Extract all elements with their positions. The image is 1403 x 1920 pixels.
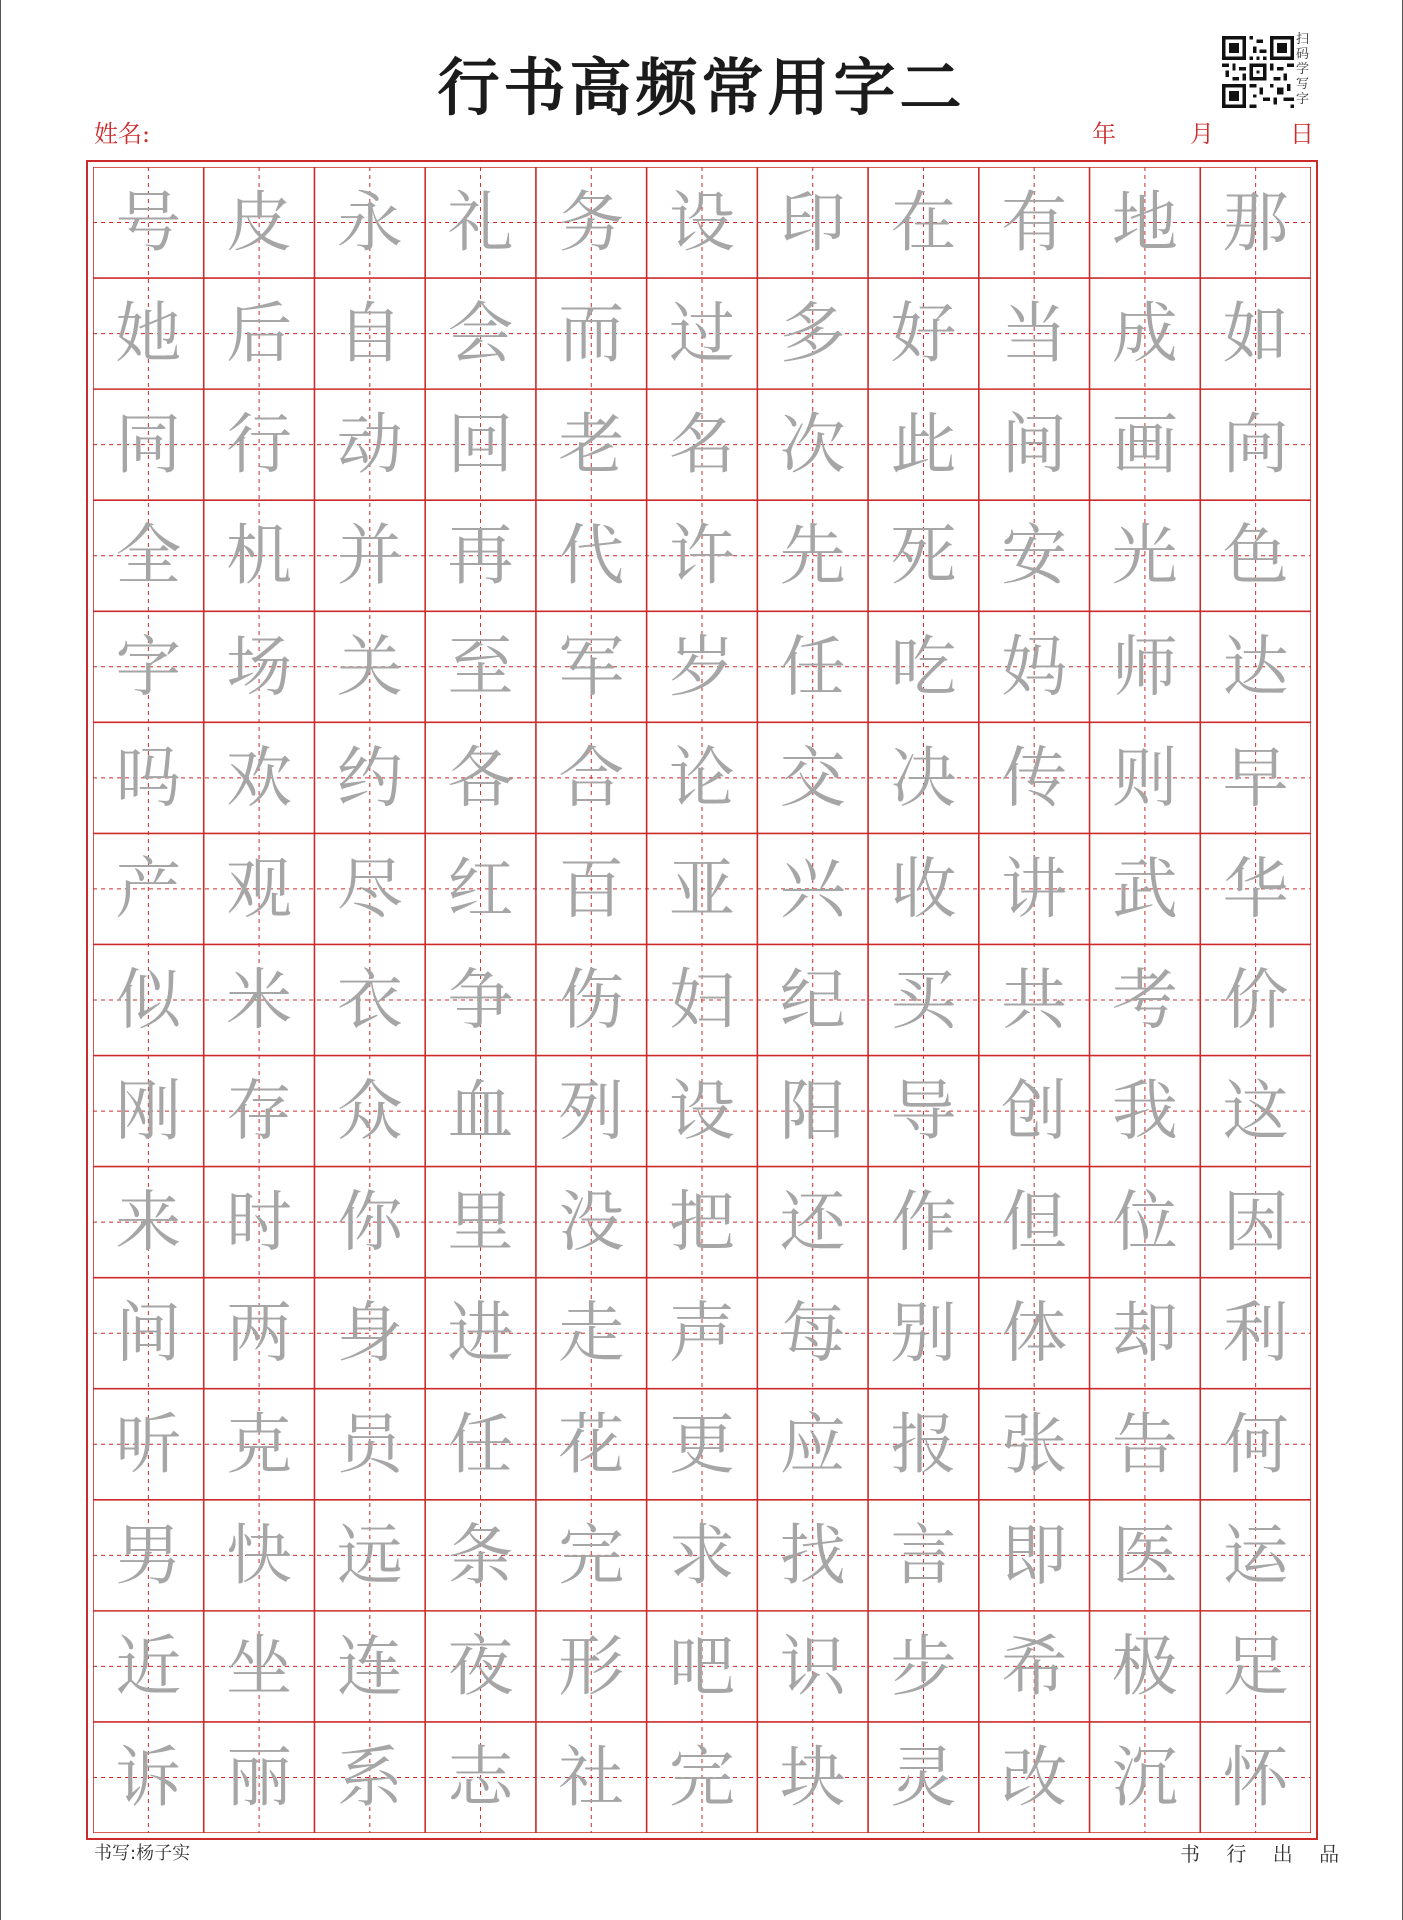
practice-character: 师 <box>1111 628 1178 706</box>
practice-character: 员 <box>336 1405 403 1483</box>
practice-character: 产 <box>115 850 182 928</box>
practice-character: 礼 <box>447 184 514 262</box>
practice-character: 当 <box>1001 295 1068 373</box>
practice-character: 伤 <box>558 961 625 1039</box>
practice-character: 地 <box>1111 184 1178 262</box>
practice-character: 走 <box>558 1294 625 1372</box>
practice-character: 军 <box>558 628 625 706</box>
practice-character: 吧 <box>669 1627 735 1705</box>
practice-character: 讲 <box>1001 850 1068 928</box>
practice-character: 观 <box>226 850 293 928</box>
practice-character: 形 <box>558 1627 625 1705</box>
practice-character: 关 <box>336 628 403 706</box>
practice-character: 同 <box>115 406 182 484</box>
practice-character: 告 <box>1111 1405 1178 1483</box>
practice-character: 识 <box>779 1627 846 1705</box>
practice-character: 丽 <box>226 1738 293 1816</box>
practice-character: 衣 <box>336 961 403 1039</box>
practice-character: 间 <box>1001 406 1068 484</box>
practice-character: 岁 <box>669 628 735 706</box>
practice-character: 向 <box>1222 406 1289 484</box>
practice-character: 传 <box>1001 739 1068 817</box>
practice-character: 还 <box>779 1183 846 1261</box>
practice-character: 改 <box>1001 1738 1068 1816</box>
qr-code-icon <box>1222 36 1294 108</box>
practice-character: 任 <box>779 628 846 706</box>
practice-character: 全 <box>115 517 182 595</box>
practice-character: 时 <box>226 1183 293 1261</box>
date-month-label: 月 <box>1190 120 1214 148</box>
practice-character: 把 <box>669 1183 735 1261</box>
practice-character: 存 <box>226 1072 293 1150</box>
publisher-credit: 书 行 出 品 <box>1180 1842 1350 1866</box>
practice-character: 则 <box>1111 739 1178 817</box>
practice-character: 极 <box>1111 1627 1178 1705</box>
practice-character: 再 <box>447 517 514 595</box>
practice-character: 名 <box>669 406 735 484</box>
practice-character: 自 <box>336 295 403 373</box>
date-year-label: 年 <box>1092 120 1116 148</box>
practice-character: 至 <box>447 628 514 706</box>
practice-character: 位 <box>1111 1183 1178 1261</box>
practice-character: 论 <box>669 739 735 817</box>
practice-character: 回 <box>447 406 514 484</box>
practice-character: 印 <box>779 184 846 262</box>
practice-character: 社 <box>558 1738 625 1816</box>
practice-character: 步 <box>890 1627 957 1705</box>
practice-character: 武 <box>1111 850 1178 928</box>
practice-character: 作 <box>890 1183 957 1261</box>
practice-character: 在 <box>890 184 957 262</box>
practice-character: 似 <box>115 961 182 1039</box>
practice-character: 言 <box>890 1516 957 1594</box>
practice-character: 志 <box>447 1738 514 1816</box>
practice-character: 你 <box>336 1183 403 1261</box>
practice-character: 男 <box>115 1516 182 1594</box>
practice-character: 里 <box>447 1183 514 1261</box>
practice-character: 交 <box>779 739 846 817</box>
practice-character: 列 <box>558 1072 625 1150</box>
practice-character: 身 <box>336 1294 403 1372</box>
practice-character: 好 <box>890 295 957 373</box>
practice-character: 怀 <box>1222 1738 1289 1816</box>
practice-character: 决 <box>890 739 957 817</box>
practice-character: 号 <box>115 184 182 262</box>
practice-character: 众 <box>336 1072 403 1150</box>
practice-character: 皮 <box>226 184 293 262</box>
author-credit: 书写:杨子实 <box>94 1843 191 1864</box>
practice-grid <box>93 167 1311 1833</box>
practice-character: 远 <box>336 1516 403 1594</box>
practice-character: 后 <box>226 295 293 373</box>
practice-character: 有 <box>1001 184 1068 262</box>
practice-character: 色 <box>1222 517 1289 595</box>
practice-character: 买 <box>890 961 957 1039</box>
practice-character: 各 <box>447 739 514 817</box>
practice-character: 画 <box>1111 406 1178 484</box>
practice-character: 听 <box>115 1405 182 1483</box>
practice-character: 求 <box>669 1516 735 1594</box>
practice-character: 达 <box>1222 628 1289 706</box>
practice-character: 价 <box>1222 961 1289 1039</box>
practice-character: 合 <box>558 739 625 817</box>
practice-character: 体 <box>1001 1294 1068 1372</box>
practice-character: 每 <box>779 1294 846 1372</box>
practice-character: 收 <box>890 850 957 928</box>
practice-character: 字 <box>115 628 182 706</box>
practice-character: 如 <box>1222 295 1289 373</box>
practice-character: 永 <box>336 184 403 262</box>
practice-character: 代 <box>558 517 625 595</box>
practice-character: 连 <box>336 1627 403 1705</box>
practice-character: 利 <box>1222 1294 1289 1372</box>
practice-character: 亚 <box>669 850 735 928</box>
practice-character: 约 <box>336 739 403 817</box>
practice-character: 此 <box>890 406 957 484</box>
practice-character: 吃 <box>890 628 957 706</box>
practice-character: 红 <box>447 850 514 928</box>
practice-character: 纪 <box>779 961 846 1039</box>
practice-character: 先 <box>779 517 846 595</box>
practice-character: 但 <box>1001 1183 1068 1261</box>
page-title: 行书高频常用字二 <box>437 51 966 124</box>
practice-character: 欢 <box>226 739 293 817</box>
date-day-label: 日 <box>1290 120 1314 148</box>
practice-character: 行 <box>226 406 293 484</box>
practice-character: 没 <box>558 1183 625 1261</box>
practice-character: 死 <box>890 517 957 595</box>
practice-character: 她 <box>115 295 182 373</box>
practice-character: 百 <box>558 850 625 928</box>
practice-character: 创 <box>1001 1072 1068 1150</box>
practice-character: 阳 <box>779 1072 846 1150</box>
practice-character: 华 <box>1222 850 1289 928</box>
practice-character: 完 <box>669 1738 735 1816</box>
practice-character: 系 <box>336 1738 403 1816</box>
practice-character: 报 <box>890 1405 957 1483</box>
practice-character: 间 <box>115 1294 182 1372</box>
practice-character: 老 <box>558 406 625 484</box>
practice-character: 条 <box>447 1516 514 1594</box>
practice-character: 花 <box>558 1405 625 1483</box>
practice-character: 克 <box>226 1405 293 1483</box>
practice-character: 争 <box>447 961 514 1039</box>
practice-character: 设 <box>669 1072 735 1150</box>
practice-character: 考 <box>1111 961 1178 1039</box>
practice-character: 应 <box>779 1405 846 1483</box>
practice-character: 妇 <box>669 961 735 1039</box>
practice-character: 吗 <box>115 739 182 817</box>
practice-character: 过 <box>669 295 735 373</box>
practice-character: 夜 <box>447 1627 514 1705</box>
practice-character: 共 <box>1001 961 1068 1039</box>
practice-character: 血 <box>447 1072 514 1150</box>
practice-character: 沉 <box>1111 1738 1178 1816</box>
practice-character: 成 <box>1111 295 1178 373</box>
practice-character: 动 <box>336 406 403 484</box>
practice-character: 声 <box>669 1294 735 1372</box>
practice-character: 我 <box>1111 1072 1178 1150</box>
practice-character: 那 <box>1222 184 1289 262</box>
practice-character: 何 <box>1222 1405 1289 1483</box>
practice-character: 张 <box>1001 1405 1068 1483</box>
practice-character: 足 <box>1222 1627 1289 1705</box>
practice-character: 许 <box>669 517 735 595</box>
practice-character: 务 <box>558 184 625 262</box>
practice-character: 灵 <box>890 1738 957 1816</box>
name-field-label: 姓名: <box>94 120 151 148</box>
practice-character: 进 <box>447 1294 514 1372</box>
practice-character: 这 <box>1222 1072 1289 1150</box>
qr-caption: 扫码学写字 <box>1296 32 1310 107</box>
practice-character: 妈 <box>1001 628 1068 706</box>
practice-character: 块 <box>779 1738 846 1816</box>
practice-character: 任 <box>447 1405 514 1483</box>
practice-character: 兴 <box>779 850 846 928</box>
practice-character: 快 <box>226 1516 293 1594</box>
practice-character: 更 <box>669 1405 735 1483</box>
practice-character: 会 <box>447 295 514 373</box>
practice-character: 刚 <box>115 1072 182 1150</box>
practice-character: 两 <box>226 1294 293 1372</box>
practice-character: 场 <box>226 628 293 706</box>
practice-character: 安 <box>1001 517 1068 595</box>
practice-character: 多 <box>779 295 846 373</box>
practice-character: 运 <box>1222 1516 1289 1594</box>
practice-character: 医 <box>1111 1516 1178 1594</box>
practice-character: 因 <box>1222 1183 1289 1261</box>
practice-character: 别 <box>890 1294 957 1372</box>
practice-character: 米 <box>226 961 293 1039</box>
practice-character: 并 <box>336 517 403 595</box>
practice-character: 却 <box>1111 1294 1178 1372</box>
practice-character: 近 <box>115 1627 182 1705</box>
practice-character: 坐 <box>226 1627 293 1705</box>
practice-character: 早 <box>1222 739 1289 817</box>
practice-character: 希 <box>1001 1627 1068 1705</box>
practice-character: 导 <box>890 1072 957 1150</box>
practice-character: 即 <box>1001 1516 1068 1594</box>
practice-character: 次 <box>779 406 846 484</box>
practice-character: 找 <box>779 1516 846 1594</box>
practice-character: 完 <box>558 1516 625 1594</box>
practice-character: 尽 <box>336 850 403 928</box>
practice-character: 诉 <box>115 1738 182 1816</box>
practice-character: 设 <box>669 184 735 262</box>
practice-character: 而 <box>558 295 625 373</box>
practice-character: 机 <box>226 517 293 595</box>
practice-character: 来 <box>115 1183 182 1261</box>
practice-character: 光 <box>1111 517 1178 595</box>
